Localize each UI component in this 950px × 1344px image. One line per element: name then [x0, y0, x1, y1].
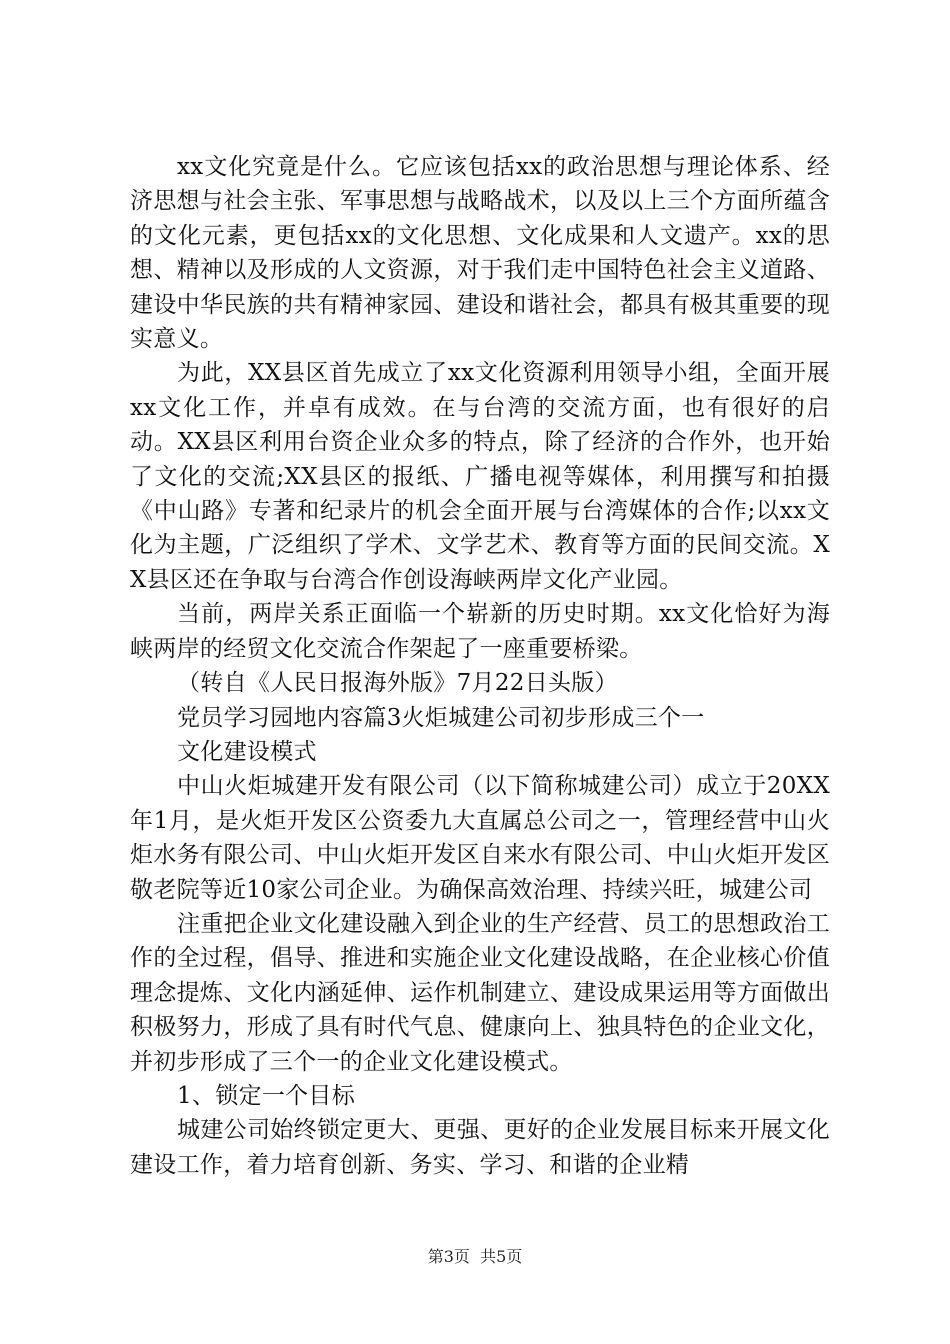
page-total: 共5页	[480, 1247, 523, 1266]
document-body	[130, 150, 830, 1182]
paragraph-goal-detail: 城建公司始终锁定更大、更强、更好的企业发展目标来开展文化建设工作，着力培育创新、务实、学习、和谐的企业精	[130, 1117, 830, 1178]
page-number: 第3页	[427, 1247, 470, 1266]
paragraph-xx-culture-definition: xx文化究竟是什么。它应该包括xx的政治思想与理论体系、经济思想与社会主张、军事思想与战略战术，以及以上三个方面所蕴含的文化元素，更包括xx的文化思想、文化成果和人文遗产。xx的思想、精神以及形成的人文资源，对于我们走中国特色社会主义道路、建设中华民族的共有精神家园、建设和谐社会，都具有极其重要的现实意义。	[130, 154, 830, 353]
subheading-lock-goal: 1、锁定一个目标	[177, 1082, 356, 1109]
paragraph-company-intro: 中山火炬城建开发有限公司（以下简称城建公司）成立于20XX年1月，是火炬开发区公资委九大直属总公司之一，管理经营中山火炬水务有限公司、中山火炬开发区自来水有限公司、中山火炬开发区敬老院等近10家公司企业。为确保高效治理、持续兴旺，城建公司	[130, 773, 830, 903]
paragraph-source-note: （转自《人民日报海外版》7月22日头版）	[177, 670, 618, 697]
paragraph-culture-strategy: 注重把企业文化建设融入到企业的生产经营、员工的思想政治工作的全过程，倡导、推进和实施企业文化建设战略，在企业核心价值理念提炼、文化内涵延伸、运作机制建立、建设成果运用等方面做出积极努力，形成了具有时代气息、健康向上、独具特色的企业文化，并初步形成了三个一的企业文化建设模式。	[130, 910, 830, 1075]
paragraph-cross-strait: 当前，两岸关系正面临一个崭新的历史时期。xx文化恰好为海峡两岸的经贸文化交流合作架起了一座重要桥梁。	[130, 601, 830, 662]
section-heading-line2: 文化建设模式	[177, 738, 317, 765]
paragraph-county-initiatives: 为此，XX县区首先成立了xx文化资源利用领导小组，全面开展xx文化工作，并卓有成效。在与台湾的交流方面，也有很好的启动。XX县区利用台资企业众多的特点，除了经济的合作外，也开始了文化的交流;XX县区的报纸、广播电视等媒体，利用撰写和拍摄《中山路》专著和纪录片的机会全面开展与台湾媒体的合作;以xx文化为主题，广泛组织了学术、文学艺术、教育等方面的民间交流。XX县区还在争取与台湾合作创设海峡两岸文化产业园。	[130, 360, 830, 593]
section-heading-line1: 党员学习园地内容篇3火炬城建公司初步形成三个一	[177, 704, 705, 731]
page-footer	[0, 1244, 950, 1267]
